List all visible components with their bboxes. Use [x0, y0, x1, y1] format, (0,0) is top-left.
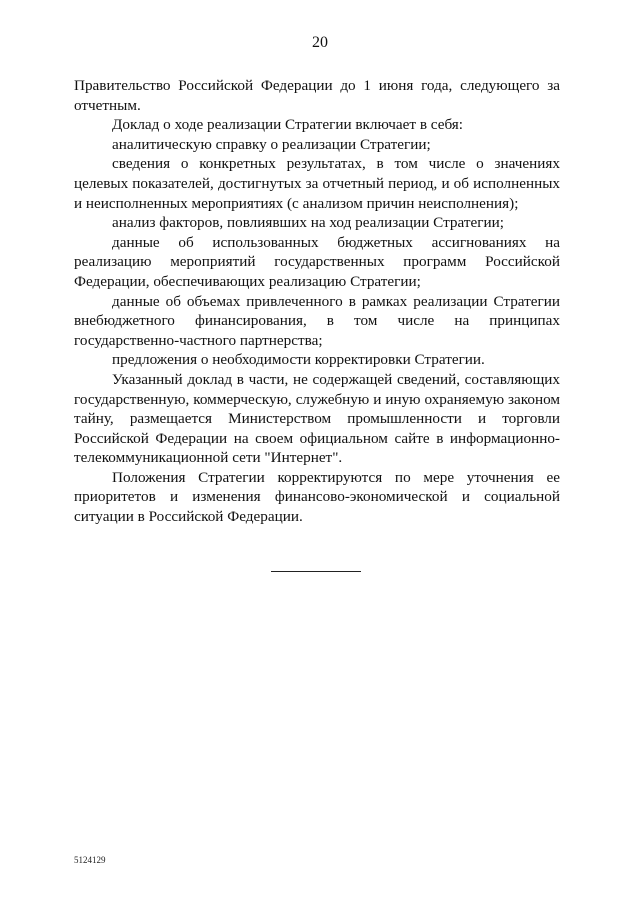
paragraph-extra-budget-financing: данные об объемах привлеченного в рамках реализации Стратегии внебюджетного финансирования, в том числе на принципах государственно-частного партнерства; [74, 292, 560, 349]
paragraph-report-contents: Доклад о ходе реализации Стратегии включает в себя: [112, 116, 464, 134]
paragraph-budget-data: данные об использованных бюджетных ассигнованиях на реализацию мероприятий государственных программ Российской Федерации, обеспечивающих реализацию Стратегии; [74, 233, 560, 290]
paragraph-results-info: сведения о конкретных результатах, в том числе о значениях целевых показателей, достигнутых за отчетный период, и об исполненных и неисполненных мероприятиях (с анализом причин неисполнения); [74, 155, 560, 212]
page-number: 20 [312, 34, 328, 51]
paragraph-analytical-note: аналитическую справку о реализации Стратегии; [112, 135, 431, 153]
paragraph-report-publication: Указанный доклад в части, не содержащей сведений, составляющих государственную, коммерческую, служебную и иную охраняемую законом тайну, размещается Министерством промышленности и торговли Российской Федерации на своем официальном сайте в информационно-телекоммуникационной сети "Интернет". [74, 370, 560, 467]
paragraph-factors-analysis: анализ факторов, повлиявших на ход реализации Стратегии; [112, 214, 504, 232]
paragraph-correction-proposals: предложения о необходимости корректировки Стратегии. [112, 351, 485, 369]
paragraph-strategy-correction: Положения Стратегии корректируются по мере уточнения ее приоритетов и изменения финансово-экономической и социальной ситуации в Российской Федерации. [74, 468, 560, 526]
document-code: 5124129 [74, 855, 106, 865]
closing-divider [271, 571, 361, 572]
paragraph-continuation: Правительство Российской Федерации до 1 июня года, следующего за отчетным. [74, 77, 560, 114]
document-body [74, 76, 560, 527]
